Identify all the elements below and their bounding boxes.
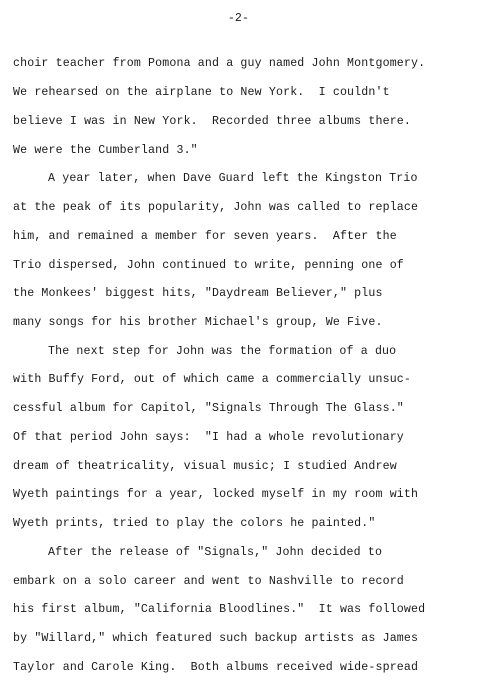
- text-line: many songs for his brother Michael's group, We Five.: [13, 316, 383, 329]
- text-line: Of that period John says: "I had a whole revolutionary: [13, 431, 404, 444]
- text-line: with Buffy Ford, out of which came a commercially unsuc-: [13, 373, 412, 386]
- text-line: embark on a solo career and went to Nashville to record: [13, 575, 404, 588]
- text-line: We rehearsed on the airplane to New York. I couldn't: [13, 86, 390, 99]
- text-line: him, and remained a member for seven years. After the: [13, 230, 397, 243]
- text-line: cessful album for Capitol, "Signals Through The Glass.": [13, 402, 404, 415]
- text-line: believe I was in New York. Recorded three albums there.: [13, 115, 412, 128]
- text-line: the Monkees' biggest hits, "Daydream Believer," plus: [13, 287, 383, 300]
- text-line: Wyeth paintings for a year, locked myself in my room with: [13, 488, 419, 501]
- text-line: his first album, "California Bloodlines." It was followed: [13, 603, 426, 616]
- text-line: at the peak of its popularity, John was called to replace: [13, 201, 419, 214]
- text-line: by "Willard," which featured such backup artists as James: [13, 632, 419, 645]
- text-line: We were the Cumberland 3.": [13, 144, 198, 157]
- text-line: Wyeth prints, tried to play the colors he painted.": [13, 517, 376, 530]
- page-number: -2-: [227, 12, 250, 25]
- text-line: choir teacher from Pomona and a guy named John Montgomery.: [13, 57, 426, 70]
- paragraph-start-line: A year later, when Dave Guard left the Kingston Trio: [48, 172, 418, 185]
- paragraph-start-line: The next step for John was the formation of a duo: [48, 345, 397, 358]
- text-line: dream of theatricality, visual music; I studied Andrew: [13, 460, 397, 473]
- text-line: Trio dispersed, John continued to write, penning one of: [13, 259, 404, 272]
- paragraph-start-line: After the release of "Signals," John decided to: [48, 546, 383, 559]
- text-line: Taylor and Carole King. Both albums received wide-spread: [13, 661, 419, 674]
